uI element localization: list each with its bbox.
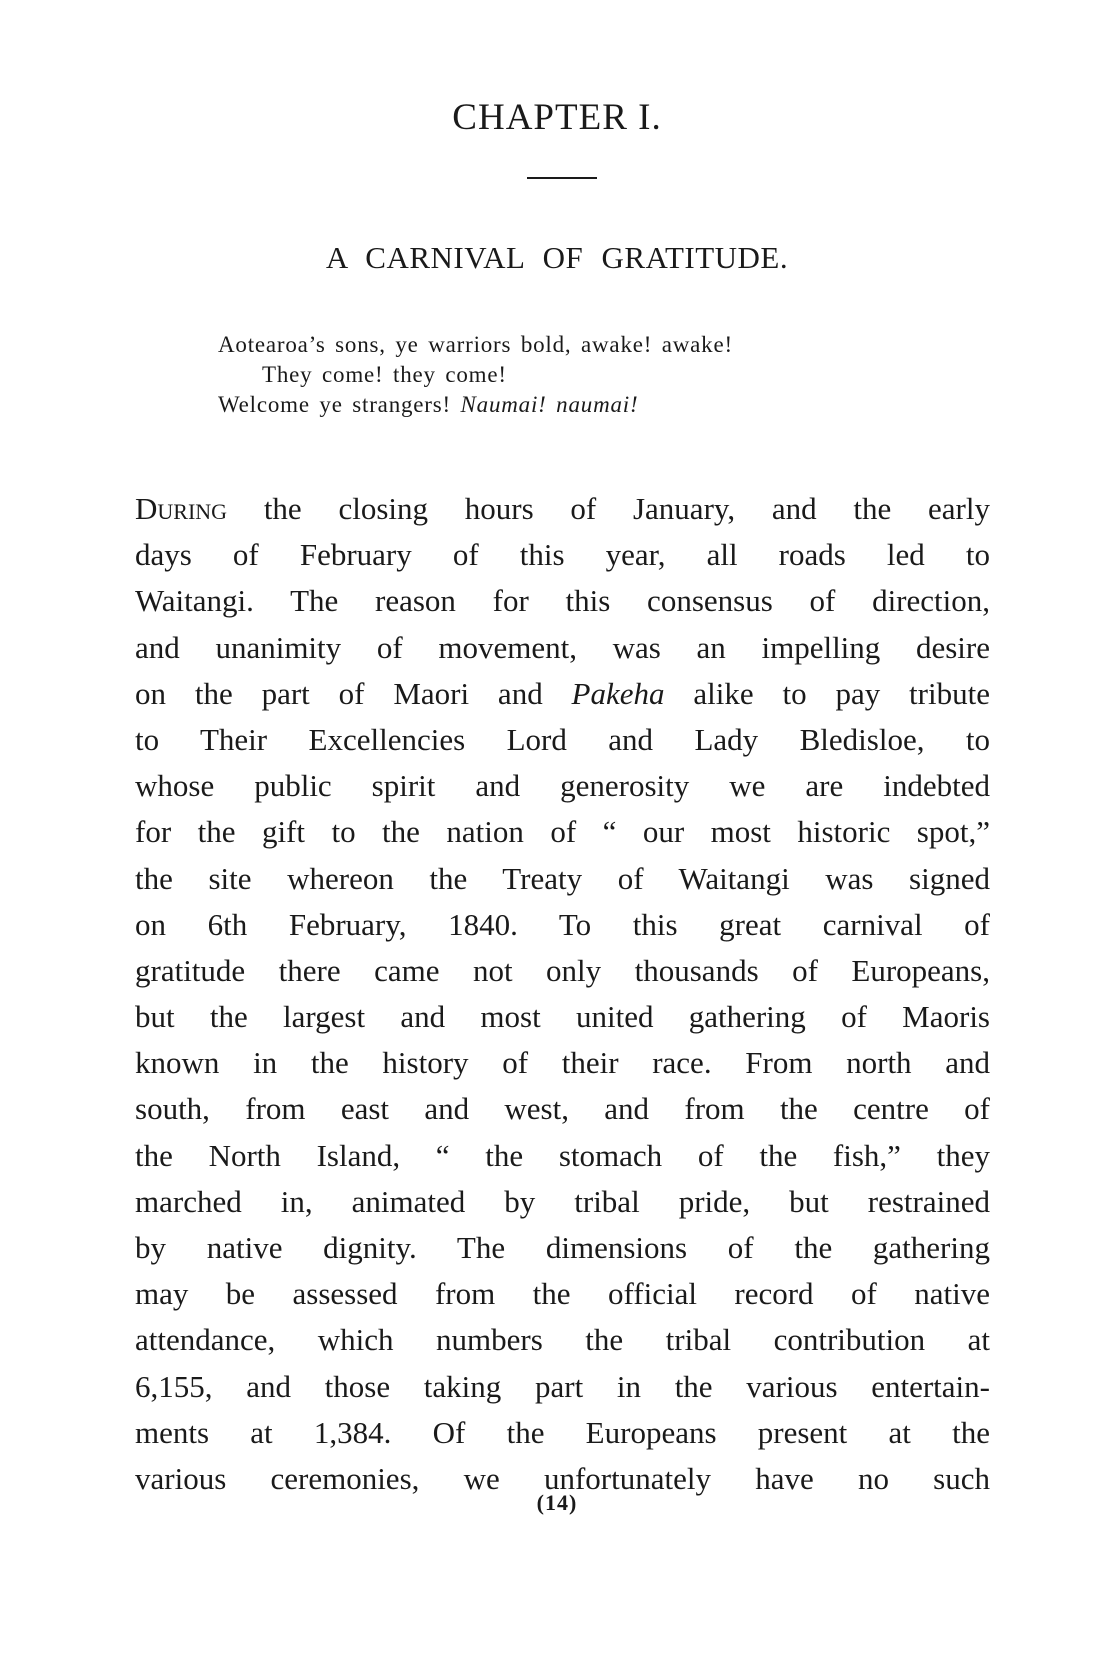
text-span: on the part of Maori and	[135, 675, 572, 711]
text-line: marched in, animated by tribal pride, but restrained	[135, 1183, 990, 1219]
text-line	[135, 486, 990, 532]
text-line	[135, 671, 990, 717]
text-line: days of February of this year, all roads led to	[135, 537, 990, 573]
drop-word: During	[135, 491, 228, 526]
chapter-heading: CHAPTER I.	[452, 97, 662, 138]
page-number: (14)	[536, 1490, 578, 1515]
text-line: but the largest and most united gathering of Maoris	[135, 999, 990, 1035]
text-line: whose public spirit and generosity we are indebted	[135, 768, 990, 804]
text-line: 6,155, and those taking part in the various entertain-	[135, 1368, 990, 1404]
text-line: may be assessed from the official record of native	[135, 1276, 990, 1312]
epigraph	[218, 330, 938, 420]
epigraph-line	[218, 390, 938, 420]
text-line: gratitude there came not only thousands of Europeans,	[135, 952, 990, 988]
text-line: the North Island, “ the stomach of the fish,” they	[135, 1137, 990, 1173]
epigraph-italic-text: Naumai! naumai!	[460, 392, 639, 417]
text-line: ments at 1,384. Of the Europeans present at the	[135, 1414, 990, 1450]
text-line: south, from east and west, and from the centre of	[135, 1091, 990, 1127]
text-line: to Their Excellencies Lord and Lady Bledisloe, to	[135, 721, 990, 757]
epigraph-text: Welcome ye strangers!	[218, 392, 461, 417]
text-line: known in the history of their race. From north and	[135, 1045, 990, 1081]
epigraph-line: Aotearoa’s sons, ye warriors bold, awake! awake!	[218, 332, 733, 357]
text-line: for the gift to the nation of “ our most historic spot,”	[135, 814, 990, 850]
text-line: Waitangi. The reason for this consensus of direction,	[135, 583, 990, 619]
epigraph-line: They come! they come!	[262, 362, 507, 387]
heading-rule	[527, 177, 597, 179]
text-line: attendance, which numbers the tribal contribution at	[135, 1322, 990, 1358]
italic-word: Pakeha	[571, 675, 665, 711]
text-span: alike to pay tribute	[664, 675, 990, 711]
body-paragraph	[135, 486, 990, 1502]
text-line: by native dignity. The dimensions of the gathering	[135, 1230, 990, 1265]
text-span: the closing hours of January, and the early	[227, 491, 990, 526]
text-line: and unanimity of movement, was an impelling desire	[135, 629, 990, 665]
chapter-title: A CARNIVAL OF GRATITUDE.	[325, 240, 789, 275]
text-line: various ceremonies, we unfortunately have no such	[135, 1460, 990, 1496]
text-line: on 6th February, 1840. To this great carnival of	[135, 906, 990, 942]
text-line: the site whereon the Treaty of Waitangi was signed	[135, 860, 990, 896]
